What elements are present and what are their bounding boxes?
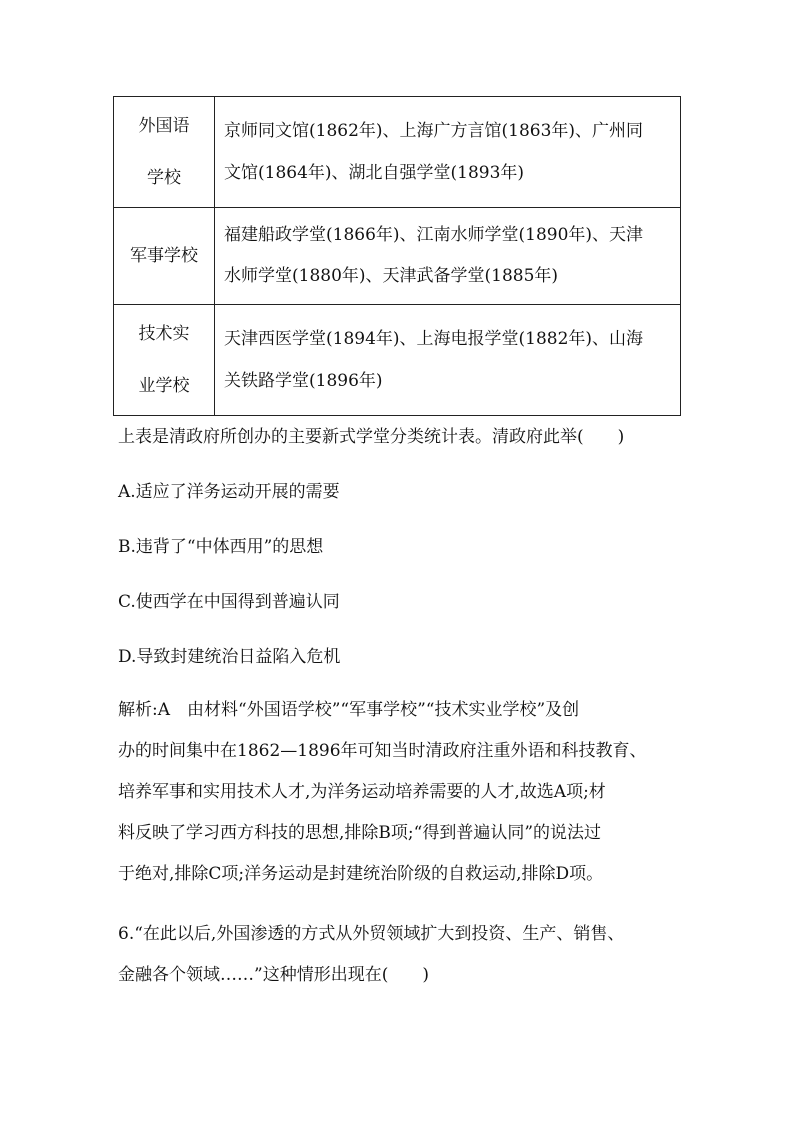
table-row [114, 97, 681, 208]
option-b: B.违背了“中体西用”的思想 [118, 537, 324, 557]
analysis-line: 于绝对,排除C项;洋务运动是封建统治阶级的自救运动,排除D项。 [118, 864, 604, 884]
category-line: 军事学校 [130, 246, 198, 266]
category-line: 学校 [147, 168, 181, 188]
category-line: 业学校 [138, 376, 190, 396]
schools-cell [215, 97, 681, 208]
option-a: A.适应了洋务运动开展的需要 [118, 482, 340, 502]
category-cell [114, 208, 215, 305]
category-cell [114, 97, 215, 208]
schools-line: 京师同文馆(1862年)、上海广方言馆(1863年)、广州同 [224, 121, 644, 141]
option-d: D.导致封建统治日益陷入危机 [118, 647, 341, 667]
question-6-line: 6.“在此以后,外国渗透的方式从外贸领域扩大到投资、生产、销售、 [118, 924, 625, 944]
category-line: 技术实 [138, 324, 190, 344]
option-c: C.使西学在中国得到普遍认同 [118, 592, 340, 612]
category-cell [114, 305, 215, 416]
question-6 [118, 914, 690, 996]
category-line: 外国语 [138, 116, 190, 136]
table-row [114, 305, 681, 416]
schools-line: 关铁路学堂(1896年) [224, 371, 383, 391]
schools-line: 文馆(1864年)、湖北自强学堂(1893年) [224, 163, 525, 183]
schools-cell [215, 208, 681, 305]
analysis-line: 培养军事和实用技术人才,为洋务运动培养需要的人才,故选A项;材 [118, 782, 606, 802]
table-row [114, 208, 681, 305]
schools-line: 天津西医学堂(1894年)、上海电报学堂(1882年)、山海 [224, 329, 644, 349]
question-stem: 上表是清政府所创办的主要新式学堂分类统计表。清政府此举( ) [118, 427, 625, 447]
analysis-line: 办的时间集中在1862—1896年可知当时清政府注重外语和科技教育、 [118, 741, 647, 761]
analysis-line: 料反映了学习西方科技的思想,排除B项;“得到普遍认同”的说法过 [118, 823, 602, 843]
question-6-line: 金融各个领域……”这种情形出现在( ) [118, 965, 429, 985]
schools-line: 福建船政学堂(1866年)、江南水师学堂(1890年)、天津 [224, 225, 644, 245]
analysis-line: 解析:A 由材料“外国语学校”“军事学校”“技术实业学校”及创 [118, 700, 580, 720]
analysis-paragraph [118, 690, 690, 895]
schools-cell [215, 305, 681, 416]
schools-line: 水师学堂(1880年)、天津武备学堂(1885年) [224, 266, 559, 286]
school-table [113, 96, 681, 416]
